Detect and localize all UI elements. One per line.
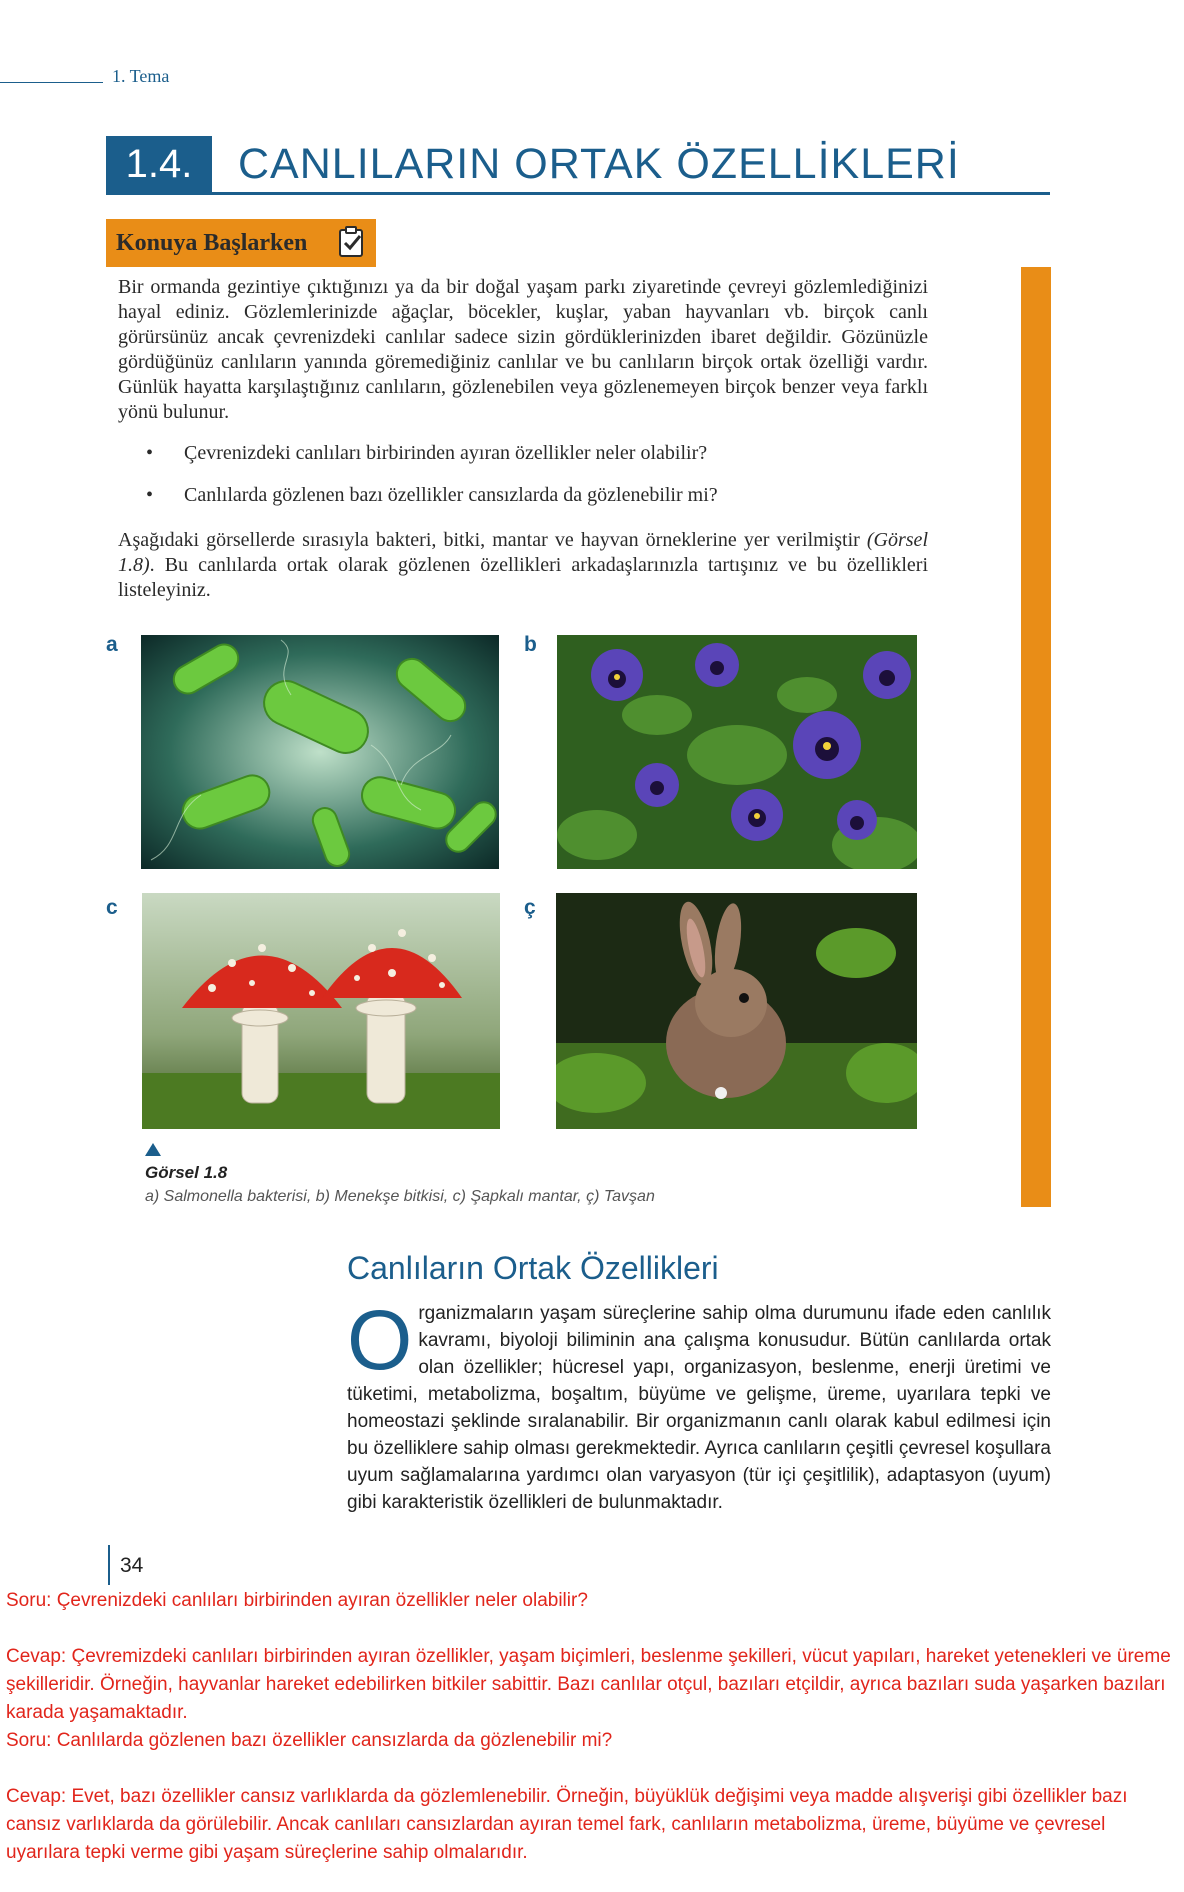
bacteria-image [141,635,499,869]
drop-cap: O [347,1293,413,1387]
intro-banner [106,219,376,267]
intro-paragraph: Bir ormanda gezintiye çıktığınızı ya da bir doğal yaşam parkı ziyaretinde çevreyi gözlemlediğinizi hayal ediniz. Gözlemlerinizde ağaçlar, böcekler, kuşlar, yaban hayvanları vb. birçok canlı görürsünüz ancak çevrenizdeki canlılar sadece sizin gördüklerinizden ibaret değildir. Gözünüzle gördüğünüz canlıların yanında göremediğiniz canlılar ve bu canlıların birçok ortak özelliği vardır. Günlük hayatta karşılaştığınız canlıların, gözlenebilen veya gözlenemeyen birçok benzer veya farklı yönü bulunur. [118,276,928,423]
question-1: Soru: Çevrenizdeki canlıları birbirinden ayıran özellikler neler olabilir? [6,1590,588,1611]
figure-label-c: c [106,896,118,919]
figure-label-a: a [106,633,118,656]
clipboard-check-icon [334,225,368,259]
question-2: Soru: Canlılarda gözlenen bazı özellikler cansızlarda da gözlenebilir mi? [6,1730,613,1751]
section-paragraph [347,1293,1051,1516]
section-title: Canlıların Ortak Özellikleri [347,1250,719,1286]
section-number: 1.4. [106,136,212,192]
figure-intro-paragraph [118,528,928,603]
bullet-dot: • [146,484,154,506]
intro-banner-label: Konuya Başlarken [116,230,308,256]
bullet-item: Çevrenizdeki canlıları birbirinden ayıran özellikler neler olabilir? [184,442,708,464]
bullet-item: Canlılarda gözlenen bazı özellikler cansızlarda da gözlenebilir mi? [184,484,718,506]
section-text: rganizmaların yaşam süreçlerine sahip olma durumunu ifade eden canlılık kavramı, biyoloji biliminin ana çalışma konusudur. Bütün canlılarda ortak olan özellikler; hücresel yapı, organizasyon, beslenme, enerji üretimi ve tüketimi, metabolizma, boşaltım, büyüme ve gelişme, üreme, uyarılara tepki ve homeostazi şeklinde sıralanabilir. Bir organizmanın canlı olarak kabul edilmesi için bu özelliklere sahip olması gerekmektedir. Ayrıca canlıların çeşitli çevresel koşullara uyum sağlamalarına yardımcı olan varyasyon (tür içi çeşitlilik), adaptasyon (uyum) gibi karakteristik özellikleri de bulunmaktadır. [347,1303,1051,1513]
rabbit-image [556,893,917,1129]
page-number: 34 [120,1554,144,1577]
side-accent-bar [1021,267,1051,1207]
paragraph-text: . Bu canlılarda ortak olarak gözlenen özellikleri arkadaşlarınızla tartışınız ve bu özellikleri listeleyiniz. [118,554,928,601]
figure-title: Görsel 1.8 [145,1163,228,1182]
figure-label-c-cedilla: ç [524,896,536,919]
page-number-rule [108,1545,110,1585]
title-underline [106,192,1050,195]
figure-caption: a) Salmonella bakterisi, b) Menekşe bitkisi, c) Şapkalı mantar, ç) Tavşan [145,1188,655,1205]
bullet-dot: • [146,442,154,464]
answer-2: Cevap: Evet, bazı özellikler cansız varlıklarda da gözlemlenebilir. Örneğin, büyüklük değişimi veya madde alışverişi gibi özellikler bazı cansız varlıklarda da görülebilir. Ancak canlıları cansızlardan ayıran temel fark, canlıların metabolizma, üreme, büyüme ve çevresel uyarılara tepki verme gibi yaşam süreçlerine sahip olmalarıdır. [6,1786,1128,1863]
tema-label: 1. Tema [112,66,170,86]
header-rule [0,82,103,83]
mushroom-image [142,893,500,1129]
paragraph-text: Aşağıdaki görsellerde sırasıyla bakteri, bitki, mantar ve hayvan örneklerine yer verilmiştir [118,529,867,551]
figure-reference: (Görsel 1.8) [118,529,928,576]
caption-marker-icon [145,1143,161,1156]
page-title: CANLILARIN ORTAK ÖZELLİKLERİ [238,140,960,188]
pansy-flower-image [557,635,917,869]
answer-1: Cevap: Çevremizdeki canlıları birbirinden ayıran özellikler, yaşam biçimleri, beslenme şekilleri, vücut yapıları, hareket yetenekleri ve üreme şekilleridir. Örneğin, hayvanlar hareket edebilirken bitkiler sabittir. Bazı canlılar otçul, bazıları etçildir, ayrıca bazıları suda yaşarken bazıları karada yaşamaktadır. [6,1646,1171,1723]
figure-label-b: b [524,633,537,656]
